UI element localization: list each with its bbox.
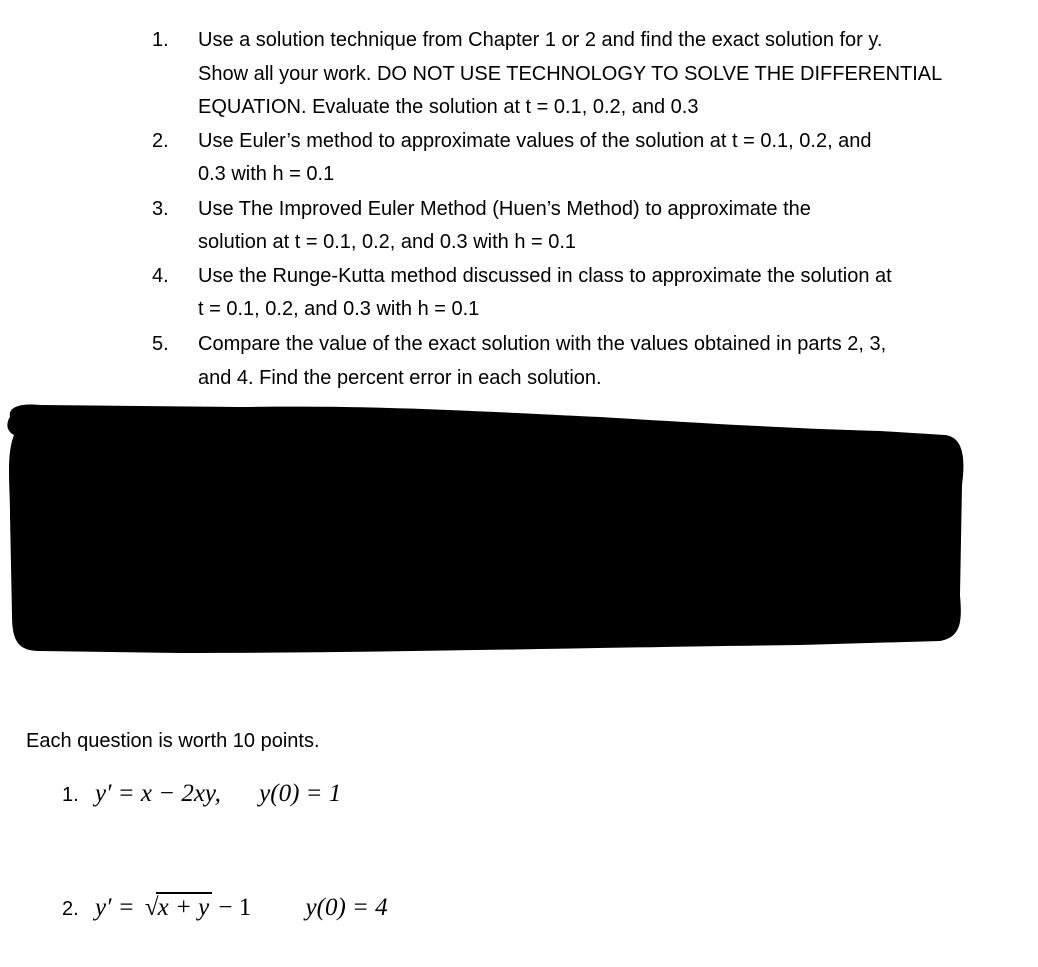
initial-condition: y(0) = 1 <box>259 780 342 807</box>
instruction-line: Use The Improved Euler Method (Huen’s Method) to approximate the <box>198 198 811 220</box>
instruction-line: 0.3 with h = 0.1 <box>198 163 335 185</box>
instruction-line: Show all your work. DO NOT USE TECHNOLOGY TO SOLVE THE DIFFERENTIAL <box>198 63 943 85</box>
redaction-block <box>0 395 1038 665</box>
instruction-number: 1. <box>152 29 169 51</box>
instruction-number: 5. <box>152 333 169 355</box>
instruction-number: 2. <box>152 130 169 152</box>
instruction-line: Use Euler’s method to approximate values of the solution at t = 0.1, 0.2, and <box>198 130 872 152</box>
equation-lhs: y′ = <box>94 894 135 921</box>
radicand: x + y <box>156 892 213 921</box>
problem-2 <box>62 888 388 929</box>
instruction-line: Use the Runge-Kutta method discussed in class to approximate the solution at <box>198 265 892 287</box>
problem-1 <box>62 774 341 815</box>
instruction-line: t = 0.1, 0.2, and 0.3 with h = 0.1 <box>198 298 480 320</box>
redaction-shape <box>7 405 963 654</box>
instruction-line: Use a solution technique from Chapter 1 or 2 and find the exact solution for y. <box>198 29 883 51</box>
instruction-line: solution at t = 0.1, 0.2, and 0.3 with h = 0.1 <box>198 231 577 253</box>
instruction-line: EQUATION. Evaluate the solution at t = 0.1, 0.2, and 0.3 <box>198 96 699 118</box>
problem-number: 2. <box>62 898 79 920</box>
instruction-number: 3. <box>152 198 169 220</box>
instruction-line: and 4. Find the percent error in each solution. <box>198 367 602 389</box>
problem-number: 1. <box>62 784 79 806</box>
instruction-number: 4. <box>152 265 169 287</box>
points-note: Each question is worth 10 points. <box>26 730 320 752</box>
instruction-line: Compare the value of the exact solution with the values obtained in parts 2, 3, <box>198 333 887 355</box>
radical-icon: √ <box>144 894 159 921</box>
initial-condition: y(0) = 4 <box>305 894 388 921</box>
equation-rest: − 1 <box>212 894 252 921</box>
square-root <box>145 888 212 928</box>
differential-equation: y′ = x − 2xy, <box>94 780 221 807</box>
